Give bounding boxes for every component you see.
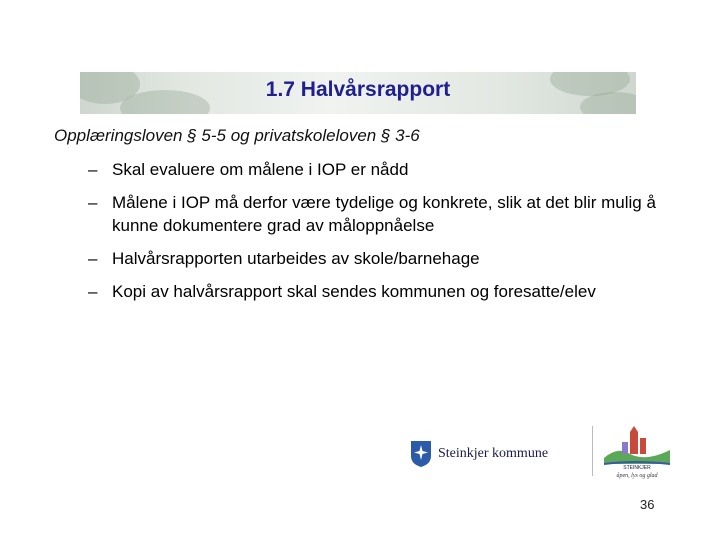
slide-subtitle: Opplæringsloven § 5-5 og privatskoleloven § 3-6 <box>54 126 420 145</box>
bullet-item <box>88 158 668 181</box>
bullet-marker: – <box>88 160 98 179</box>
logo-area <box>410 424 680 480</box>
bullet-list <box>88 158 668 313</box>
logo-divider <box>592 426 593 476</box>
steinkjer-city-logo <box>600 424 674 480</box>
page-number: 36 <box>640 497 655 512</box>
bullet-marker: – <box>88 249 98 268</box>
kommune-name: Steinkjer kommune <box>438 446 549 461</box>
bullet-text: Halvårsrapporten utarbeides av skole/barnehage <box>112 249 480 268</box>
bullet-item <box>88 280 668 303</box>
bullet-marker: – <box>88 193 98 212</box>
bullet-text: Målene i IOP må derfor være tydelige og konkrete, slik at det blir mulig å kunne dokumentere grad av måloppnåelse <box>112 193 656 235</box>
bullet-item <box>88 191 668 237</box>
bullet-item <box>88 247 668 270</box>
municipal-shield-icon <box>410 440 432 468</box>
bullet-marker: – <box>88 282 98 301</box>
slide-title: 1.7 Halvårsrapport <box>265 78 451 101</box>
svg-text:åpen, lys og glad: åpen, lys og glad <box>616 473 658 479</box>
bullet-text: Kopi av halvårsrapport skal sendes kommunen og foresatte/elev <box>112 282 596 301</box>
svg-text:STEINKJER: STEINKJER <box>623 465 651 471</box>
bullet-text: Skal evaluere om målene i IOP er nådd <box>112 160 409 179</box>
steinkjer-kommune-logo <box>410 438 548 470</box>
